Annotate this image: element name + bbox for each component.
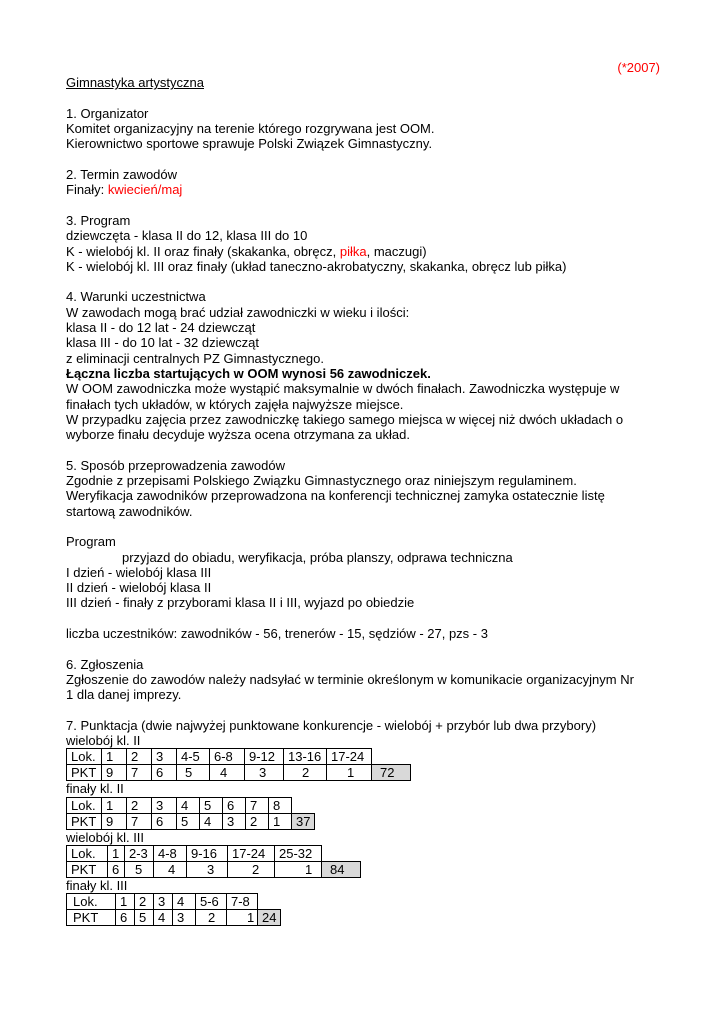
table-row: PKT 9 7 6 5 4 3 2 1 72 <box>67 765 411 781</box>
text-line: przyjazd do obiadu, weryfikacja, próba planszy, odprawa techniczna <box>122 549 513 565</box>
section-heading: 6. Zgłoszenia <box>66 656 144 672</box>
section-registration <box>66 657 666 703</box>
section-heading: 3. Program <box>66 212 131 228</box>
text-line: II dzień - wielobój klasa II <box>66 580 212 596</box>
section-heading: Program <box>66 534 116 550</box>
text-line: K - wielobój kl. III oraz finały (układ taneczno-akrobatyczny, skakanka, obręcz lub piłka) <box>66 258 567 274</box>
total-cell: 72 <box>372 765 411 781</box>
text-line: Weryfikacja zawodników przeprowadzona na konferencji technicznej zamyka ostatecznie listę <box>66 488 605 504</box>
text-line: Zgłoszenie do zawodów należy nadsyłać w terminie określonym w komunikacie organizacyjnym Nr <box>66 671 634 687</box>
text-line: 1 dla danej imprezy. <box>66 687 182 703</box>
section-heading: 4. Warunki uczestnictwa <box>66 289 206 305</box>
section-program <box>66 213 666 274</box>
section-organizer <box>66 106 666 152</box>
text-line: W zawodach mogą brać udział zawodniczki w wieku i ilości: <box>66 304 410 320</box>
table-row: PKT 9 7 6 5 4 3 2 1 37 <box>67 813 315 829</box>
text-line: finałach tych układów, w których zajęła najwyższe miejsce. <box>66 396 404 412</box>
text-line: klasa III - do 10 lat - 32 dziewcząt <box>66 335 259 351</box>
highlight-ball: piłka <box>339 243 367 259</box>
table-row: Lok. 1 2-3 4-8 9-16 17-24 25-32 <box>67 845 361 861</box>
finals-line <box>66 182 666 197</box>
document-page <box>66 60 666 926</box>
table-row: Lok. 1 2 3 4 5-6 7-8 <box>67 894 281 910</box>
text-line: Kierownictwo sportowe sprawuje Polski Związek Gimnastyczny. <box>66 136 433 152</box>
section-procedure <box>66 458 666 519</box>
participants-line: liczba uczestników: zawodników - 56, trenerów - 15, sędziów - 27, pzs - 3 <box>66 625 488 641</box>
total-cell: 37 <box>292 813 315 829</box>
table-row: Lok. 1 2 3 4 5 6 7 8 <box>67 797 315 813</box>
section-heading: 7. Punktacja (dwie najwyżej punktowane konkurencje - wielobój + przybór lub dwa przybory) <box>66 717 597 733</box>
text-line: W przypadku zajęcia przez zawodniczkę takiego samego miejsca w więcej niż dwóch układach o <box>66 411 624 427</box>
text-line: startową zawodników. <box>66 503 193 519</box>
section-heading: 5. Sposób przeprowadzenia zawodów <box>66 457 285 473</box>
text-line: dziewczęta - klasa II do 12, klasa III do 10 <box>66 228 308 244</box>
text-line: K - wielobój kl. II oraz finały (skakanka, obręcz, piłka, maczugi) <box>66 243 427 259</box>
table-row: PKT 6 5 4 3 2 1 84 <box>67 861 361 877</box>
scoring-table-allround-iii <box>66 845 361 878</box>
table-label: finały kl. III <box>66 877 128 893</box>
document-title: Gimnastyka artystyczna <box>66 75 204 91</box>
text-line: wyborze finału decyduje wyższa ocena otrzymana za układ. <box>66 427 410 443</box>
table-label: wielobój kl. III <box>66 829 145 845</box>
section-heading: 2. Termin zawodów <box>66 167 178 183</box>
text-line: klasa II - do 12 lat - 24 dziewcząt <box>66 320 256 336</box>
year-note: (*2007) <box>617 60 660 75</box>
table-row: PKT 6 5 4 3 2 1 24 <box>67 910 281 926</box>
section-heading: 1. Organizator <box>66 105 149 121</box>
bold-note: Łączna liczba startujących w OOM wynosi 56 zawodniczek. <box>66 365 431 381</box>
text-line: Komitet organizacyjny na terenie którego rozgrywana jest OOM. <box>66 121 435 137</box>
text-line: W OOM zawodniczka może wystąpić maksymalnie w dwóch finałach. Zawodniczka występuje w <box>66 381 620 397</box>
text-line: III dzień - finały z przyborami klasa II i III, wyjazd po obiedzie <box>66 595 415 611</box>
section-scoring <box>66 718 666 926</box>
table-row: Lok. 1 2 3 4-5 6-8 9-12 13-16 17-24 <box>67 749 411 765</box>
scoring-table-allround-ii <box>66 748 411 781</box>
total-cell: 24 <box>258 910 281 926</box>
table-label: wielobój kl. II <box>66 733 141 749</box>
finals-label: Finały: <box>66 182 108 198</box>
total-cell: 84 <box>322 861 361 877</box>
text-line: z eliminacji centralnych PZ Gimnastycznego. <box>66 350 324 366</box>
finals-value: kwiecień/maj <box>107 182 183 198</box>
section-schedule <box>66 534 666 641</box>
text-line: Zgodnie z przepisami Polskiego Związku Gimnastycznego oraz niniejszym regulaminem. <box>66 473 577 489</box>
table-label: finały kl. II <box>66 781 124 797</box>
text-line: I dzień - wielobój klasa III <box>66 564 212 580</box>
section-date <box>66 167 666 198</box>
section-conditions <box>66 289 666 442</box>
scoring-table-finals-iii <box>66 893 281 926</box>
scoring-table-finals-ii <box>66 797 315 830</box>
